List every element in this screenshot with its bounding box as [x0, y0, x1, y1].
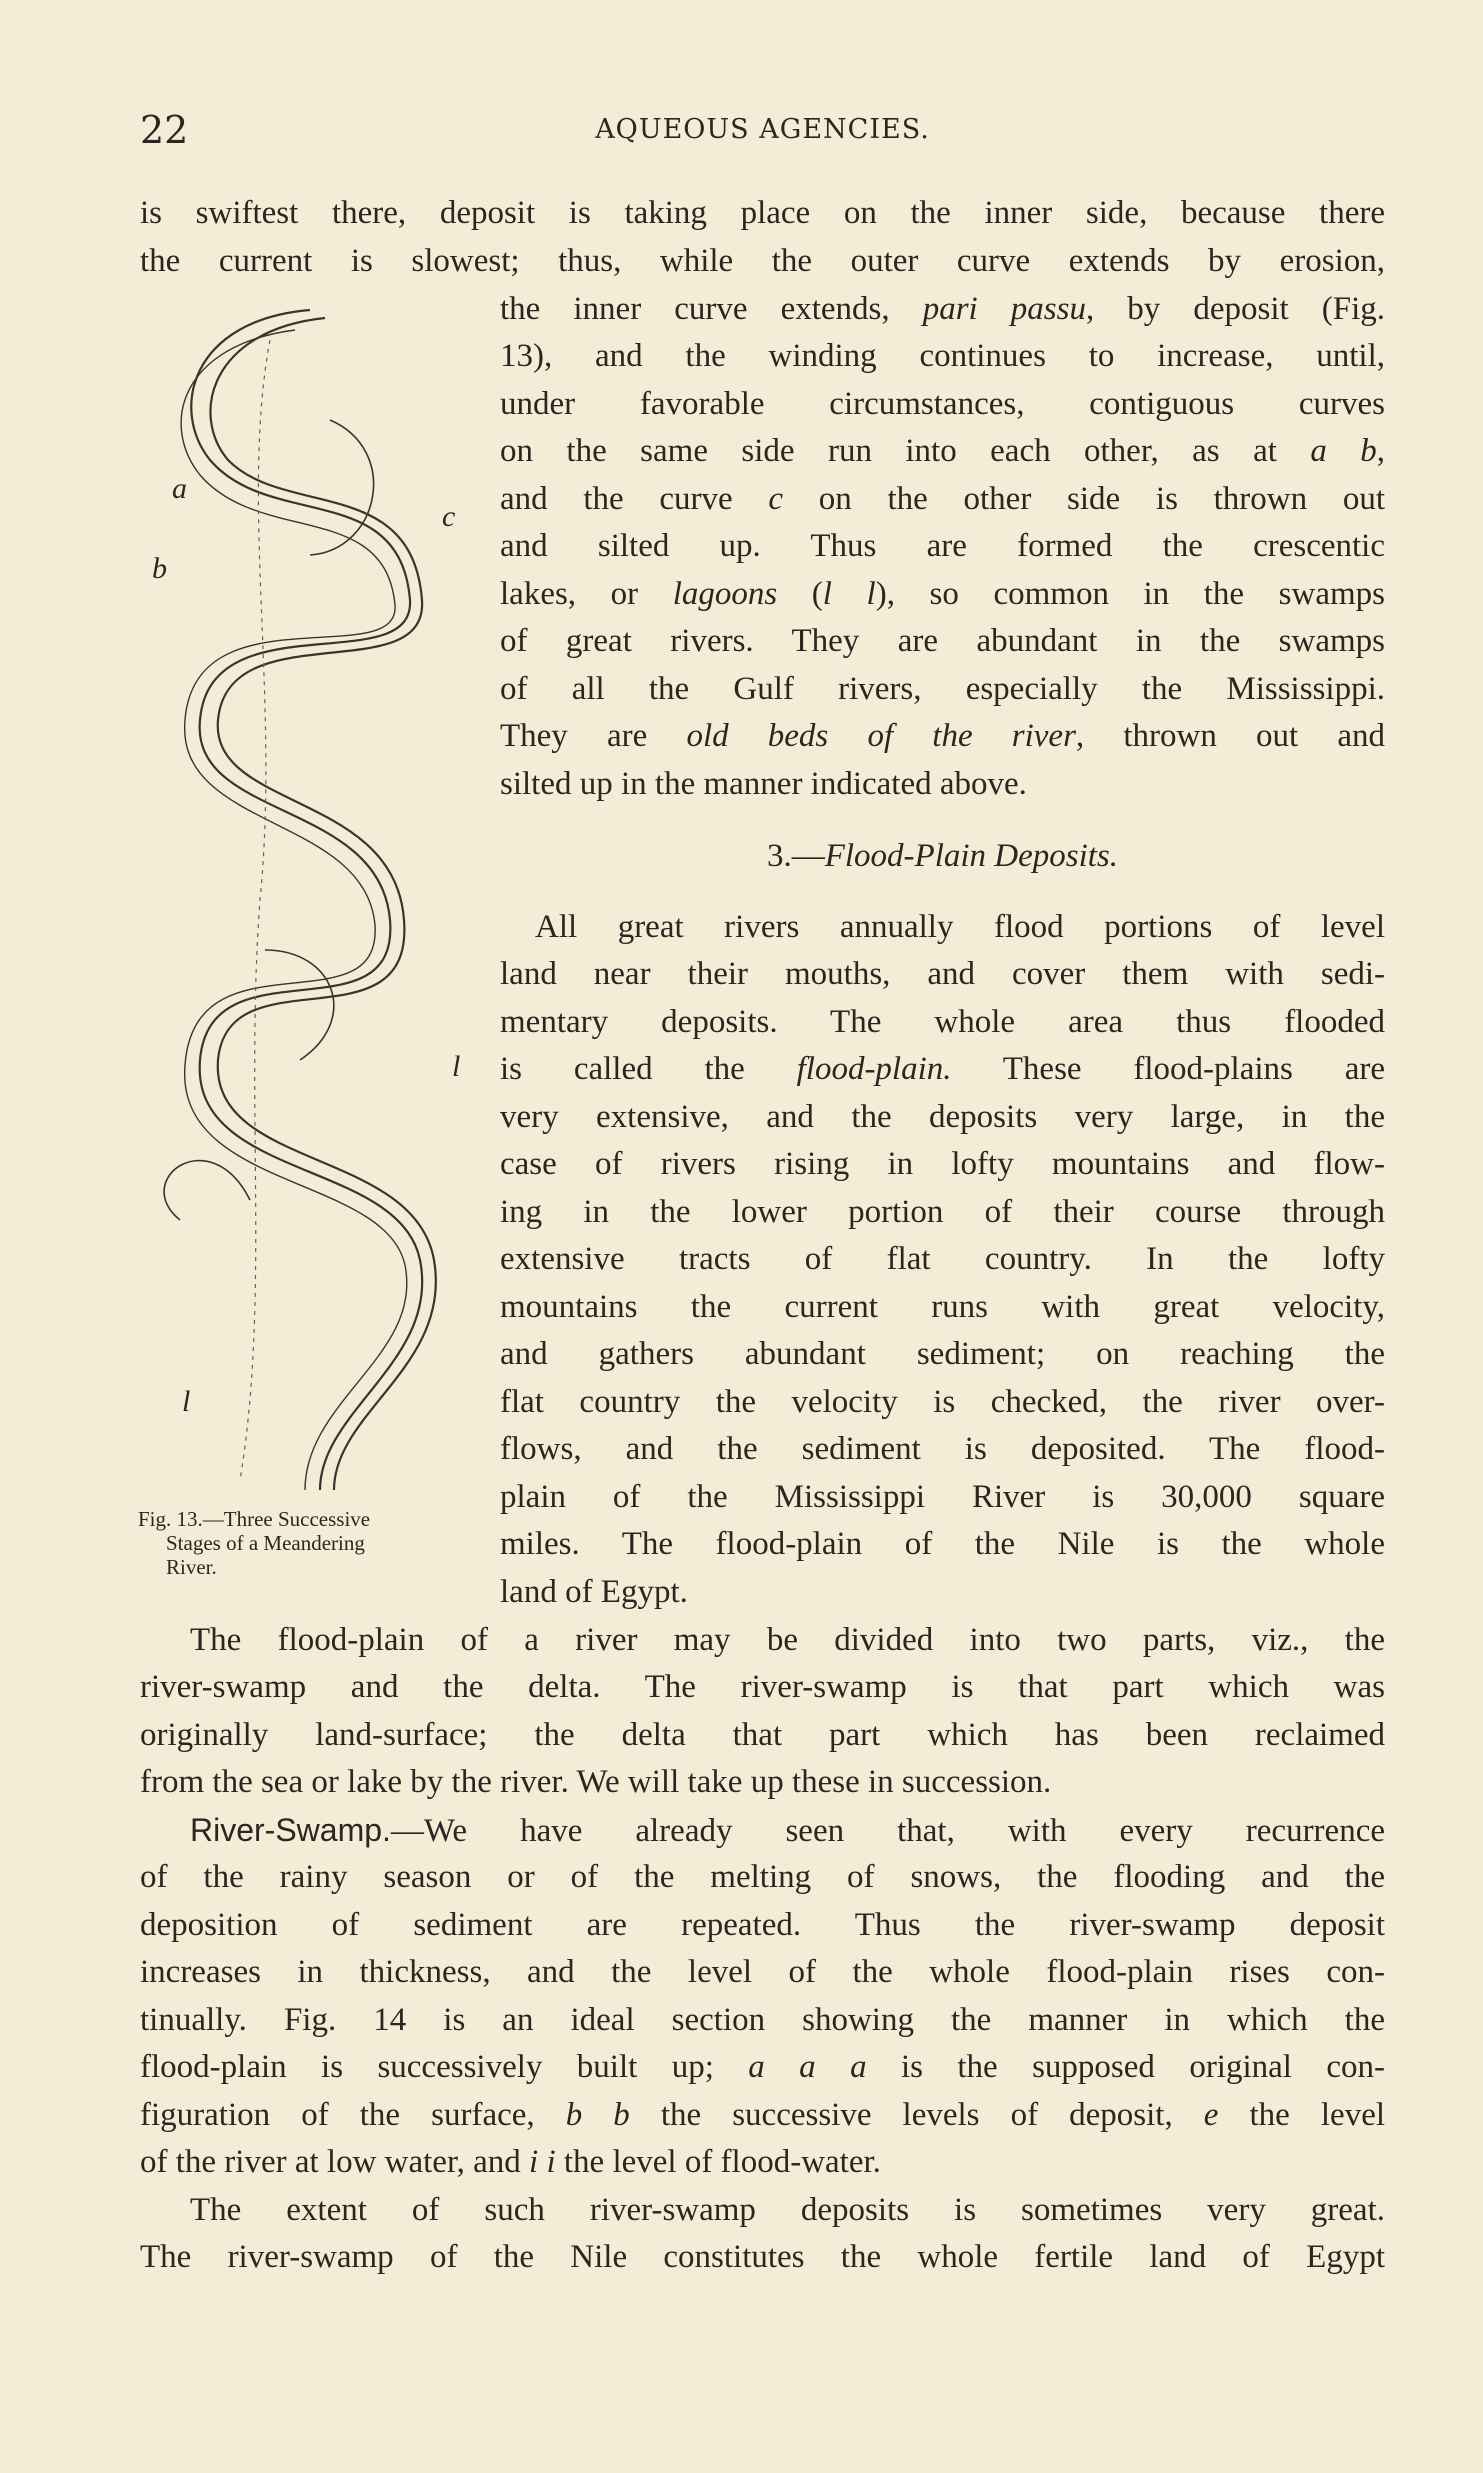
text-line: The extent of such river-swamp deposits is sometimes very great.: [190, 2192, 1385, 2228]
text-line: under favorable circumstances, contiguous curves: [500, 386, 1385, 422]
text-line: of all the Gulf rivers, especially the Mississippi.: [500, 671, 1385, 707]
meander-channel-bank: [181, 330, 407, 1490]
text-line: mentary deposits. The whole area thus flooded: [500, 1004, 1385, 1040]
figure-label-l-right: l: [452, 1050, 461, 1083]
meander-figure: [150, 300, 480, 1500]
text-line: plain of the Mississippi River is 30,000 square: [500, 1479, 1385, 1515]
text-line: ing in the lower portion of their course through: [500, 1194, 1385, 1230]
sidehead-river-swamp: River-Swamp.: [190, 1812, 391, 1848]
section-heading: 3.—Flood-Plain Deposits.: [766, 838, 1119, 874]
lagoon-l-left: [164, 1161, 250, 1220]
text-line: silted up in the manner indicated above.: [500, 766, 1027, 802]
text-line: and gathers abundant sediment; on reaching the: [500, 1336, 1385, 1372]
text-line: is swiftest there, deposit is taking place on the inner side, because there: [140, 195, 1385, 231]
text-line: mountains the current runs with great velocity,: [500, 1289, 1385, 1325]
figure-label-l-left: l: [182, 1385, 191, 1418]
text-line: land near their mouths, and cover them with sedi-: [500, 956, 1385, 992]
text-line: river-swamp and the delta. The river-swamp is that part which was: [140, 1669, 1385, 1705]
figure-label-c: c: [442, 500, 456, 533]
text-line: They are old beds of the river, thrown out and: [500, 718, 1385, 754]
caption-line: Stages of a Meandering: [166, 1531, 365, 1555]
text-line: flat country the velocity is checked, the river over-: [500, 1384, 1385, 1420]
text-line: the inner curve extends, pari passu, by deposit (Fig.: [500, 291, 1385, 327]
caption-line: River.: [166, 1555, 217, 1579]
figure-label-b: b: [152, 552, 167, 585]
old-course-dashed: [240, 340, 270, 1480]
text-line: of great rivers. They are abundant in the swamps: [500, 623, 1385, 659]
text-line: extensive tracts of flat country. In the lofty: [500, 1241, 1385, 1277]
figure-label-a: a: [172, 472, 187, 505]
text-line: figuration of the surface, b b the successive levels of deposit, e the level: [140, 2097, 1386, 2133]
text-line: miles. The flood-plain of the Nile is the whole: [500, 1526, 1385, 1562]
text-line: case of rivers rising in lofty mountains and flow-: [500, 1146, 1385, 1182]
text-line: originally land-surface; the delta that part which has been reclaimed: [140, 1717, 1385, 1753]
figure-caption: [138, 1507, 488, 1579]
text-line: flood-plain is successively built up; a a a is the supposed original con-: [140, 2049, 1385, 2085]
text-line: and silted up. Thus are formed the crescentic: [500, 528, 1385, 564]
page-number: 22: [140, 108, 189, 152]
text-line: River-Swamp.—We have already seen that, with every recurrence: [190, 1812, 1385, 1849]
text-line: land of Egypt.: [500, 1574, 688, 1610]
text-line: 13), and the winding continues to increase, until,: [500, 338, 1385, 374]
text-line: lakes, or lagoons (l l), so common in the swamps: [500, 576, 1385, 612]
page-header: [140, 108, 1385, 158]
text-line: The flood-plain of a river may be divided into two parts, viz., the: [190, 1622, 1385, 1658]
text-line: tinually. Fig. 14 is an ideal section showing the manner in which the: [140, 2002, 1385, 2038]
text-line: All great rivers annually flood portions of level: [535, 909, 1385, 945]
text-line: The river-swamp of the Nile constitutes the whole fertile land of Egypt: [140, 2239, 1385, 2275]
text-line: of the rainy season or of the melting of snows, the flooding and the: [140, 1859, 1385, 1895]
text-line: of the river at low water, and i i the level of flood-water.: [140, 2144, 881, 2180]
text-line: flows, and the sediment is deposited. The flood-: [500, 1431, 1385, 1467]
text-line: and the curve c on the other side is thrown out: [500, 481, 1385, 517]
caption-line: Fig. 13.—Three Successive: [138, 1507, 371, 1531]
text-line: deposition of sediment are repeated. Thus the river-swamp deposit: [140, 1907, 1385, 1943]
text-line: the current is slowest; thus, while the outer curve extends by erosion,: [140, 243, 1385, 279]
text-line: from the sea or lake by the river. We will take up these in succession.: [140, 1764, 1052, 1800]
text-line: on the same side run into each other, as at a b,: [500, 433, 1386, 469]
text-line: is called the flood-plain. These flood-plains are: [500, 1051, 1385, 1087]
meander-channel-outer: [191, 310, 422, 1490]
text-line: very extensive, and the deposits very large, in the: [500, 1099, 1385, 1135]
text-line: increases in thickness, and the level of the whole flood-plain rises con-: [140, 1954, 1385, 1990]
running-head: AQUEOUS AGENCIES.: [595, 114, 930, 145]
